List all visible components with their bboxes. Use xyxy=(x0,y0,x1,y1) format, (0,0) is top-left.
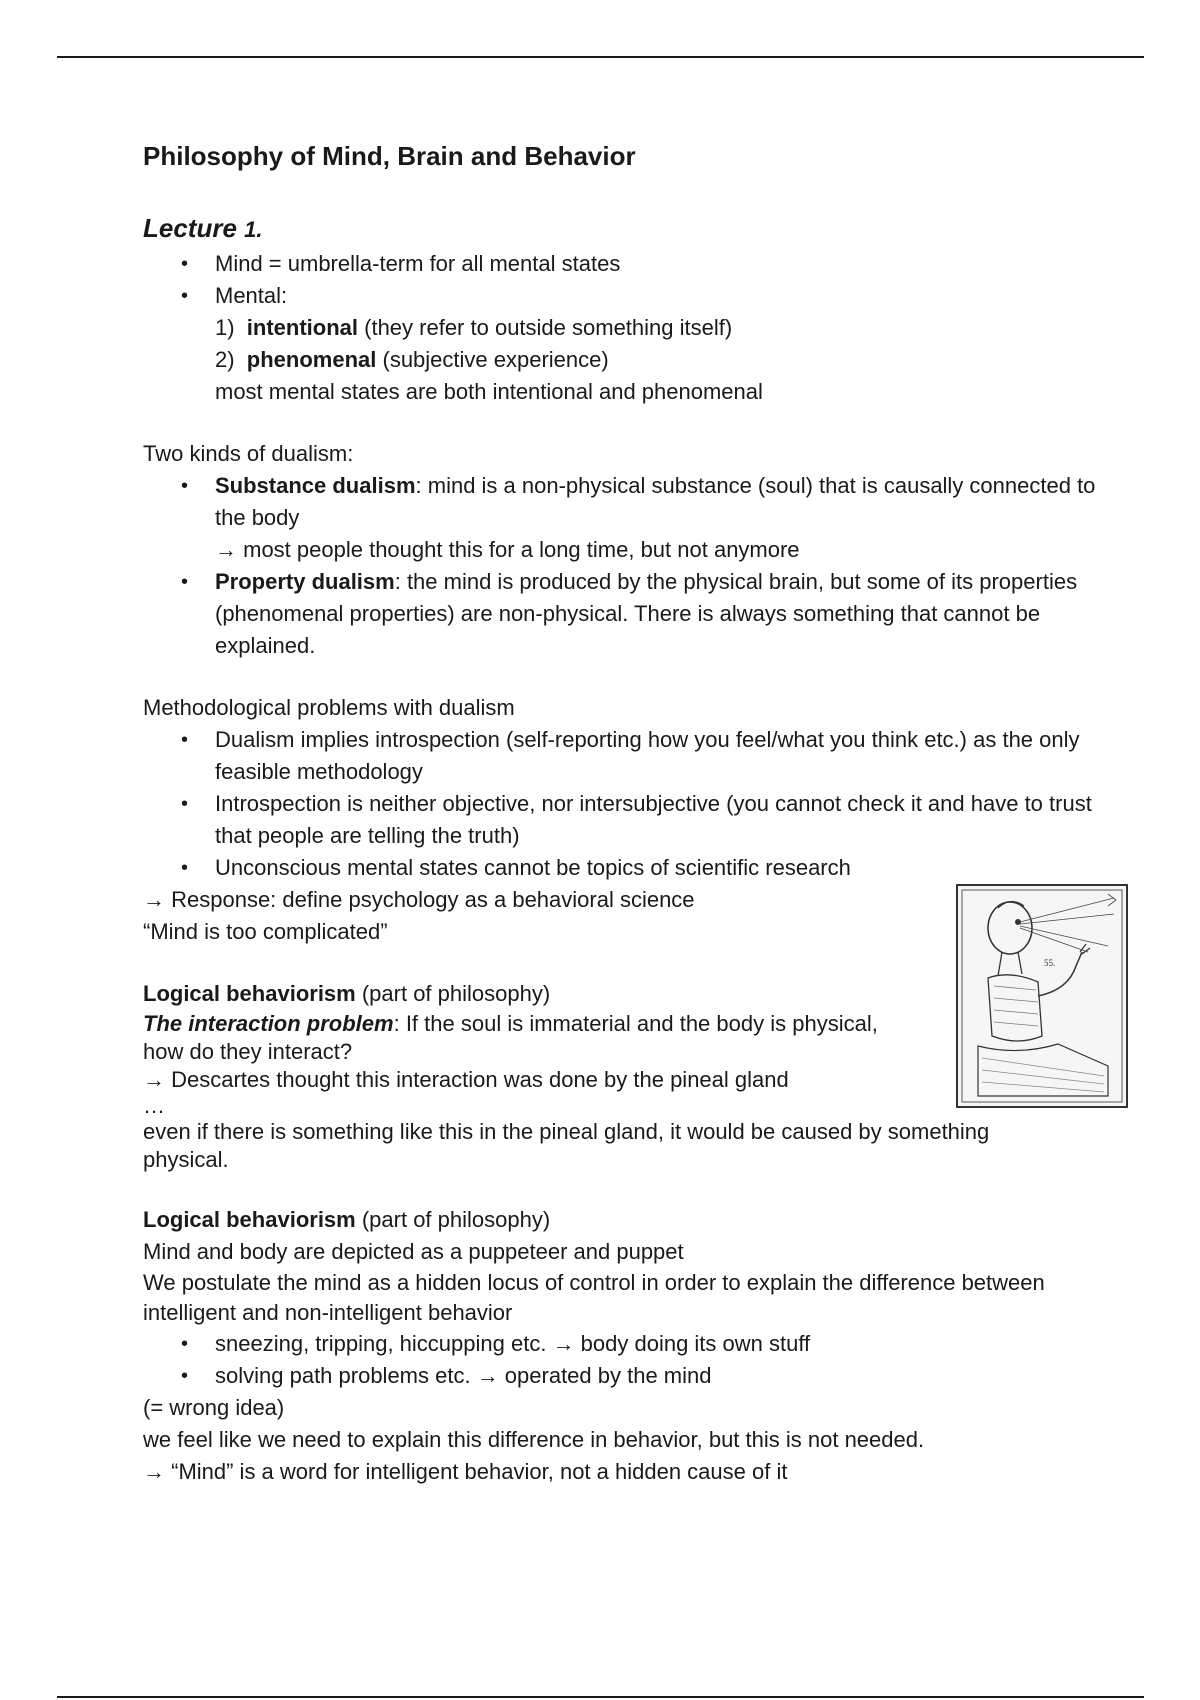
substance-arrow-note: → most people thought this for a long time, but not anymore xyxy=(215,537,800,562)
bottom-rule xyxy=(57,1696,1144,1698)
lecture-number: 1. xyxy=(244,217,263,242)
item-term: intentional xyxy=(246,315,359,340)
top-rule xyxy=(57,56,1144,58)
interaction-problem xyxy=(143,1010,883,1066)
numbered-item xyxy=(215,312,1103,344)
heading-rest: (part of philosophy) xyxy=(355,1207,551,1232)
descartes-line: → Descartes thought this interaction was done by the pineal gland xyxy=(143,1067,789,1092)
problem-term: The interaction problem xyxy=(143,1011,394,1036)
heading-rest: (part of philosophy) xyxy=(355,981,551,1006)
list-item: • Mind = umbrella-term for all mental states xyxy=(215,248,1103,280)
dualism-list xyxy=(143,470,1103,662)
behaviorism-heading xyxy=(143,1204,1103,1236)
property-term: Property dualism xyxy=(215,569,395,594)
mind-bullet-list xyxy=(143,248,1103,312)
property-text: : the mind is produced by the physical brain, but some of its properties (phenomenal properties) are non-physical. There is always something that cannot be explained. xyxy=(215,569,1078,658)
final-line: → “Mind” is a word for intelligent behavior, not a hidden cause of it xyxy=(143,1459,788,1484)
feel-line: we feel like we need to explain this difference in behavior, but this is not needed. xyxy=(143,1427,925,1452)
conclusion-line: even if there is something like this in the pineal gland, it would be caused by something physical. xyxy=(143,1119,990,1172)
locus-line: We postulate the mind as a hidden locus of control in order to explain the difference between intelligent and non-intelligent behavior xyxy=(143,1270,1045,1325)
item-number: 2) xyxy=(215,347,235,372)
numbered-item xyxy=(215,344,1103,376)
problem-text: : If the soul is immaterial and the body is physical, how do they interact? xyxy=(143,1011,878,1064)
item-number: 1) xyxy=(215,315,235,340)
mental-types xyxy=(143,312,1103,408)
page-title: Philosophy of Mind, Brain and Behavior xyxy=(143,141,636,171)
lecture-heading xyxy=(143,210,1103,248)
list-item: • sneezing, tripping, hiccupping etc. → body doing its own stuff xyxy=(215,1328,1103,1360)
quote-line: “Mind is too complicated” xyxy=(143,919,388,944)
heading-term: Logical behaviorism xyxy=(143,981,356,1006)
substance-text: : mind is a non-physical substance (soul) that is causally connected to the body xyxy=(215,473,1096,530)
puppet-line: Mind and body are depicted as a puppeteer and puppet xyxy=(143,1239,684,1264)
list-item: • Introspection is neither objective, nor intersubjective (you cannot check it and have to trust that people are telling the truth) xyxy=(215,788,1103,852)
list-item xyxy=(215,470,1103,566)
dualism-heading: Two kinds of dualism: xyxy=(143,441,354,466)
item-text: (subjective experience) xyxy=(376,347,609,372)
method-list xyxy=(143,724,1103,884)
behavior-list xyxy=(143,1328,1103,1392)
item-text: (they refer to outside something itself) xyxy=(358,315,733,340)
item-term: phenomenal xyxy=(246,347,377,372)
substance-term: Substance dualism xyxy=(215,473,416,498)
list-item: • solving path problems etc. → operated by the mind xyxy=(215,1360,1103,1392)
ellipsis-line: … xyxy=(143,1093,165,1118)
woodcut-drawing xyxy=(958,886,1126,1106)
list-item: • Mental: xyxy=(215,280,1103,312)
method-heading: Methodological problems with dualism xyxy=(143,695,515,720)
list-item xyxy=(215,566,1103,662)
wrong-idea-line: (= wrong idea) xyxy=(143,1395,285,1420)
heading-term: Logical behaviorism xyxy=(143,1207,356,1232)
list-item: • Unconscious mental states cannot be topics of scientific research xyxy=(215,852,1103,884)
figure-label: 55. xyxy=(1044,958,1056,968)
descartes-vision-illustration xyxy=(956,884,1128,1108)
response-line: → Response: define psychology as a behavioral science xyxy=(143,887,695,912)
mental-note: most mental states are both intentional and phenomenal xyxy=(215,379,763,404)
list-item: • Dualism implies introspection (self-reporting how you feel/what you think etc.) as the only feasible methodology xyxy=(215,724,1103,788)
document-body xyxy=(143,138,1103,1488)
lecture-word: Lecture xyxy=(143,213,237,243)
